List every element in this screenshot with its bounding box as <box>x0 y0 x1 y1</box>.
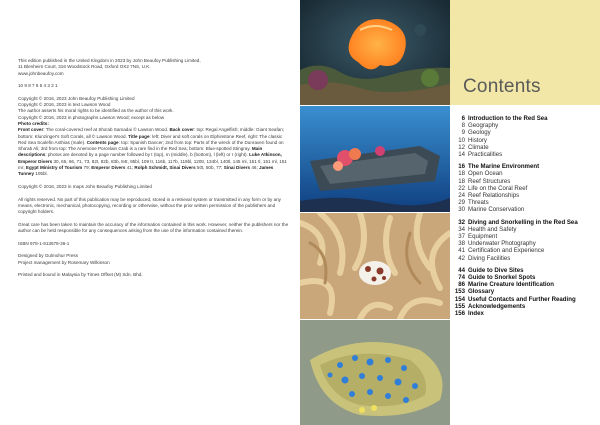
photo-porcelain-crab <box>300 213 450 319</box>
toc-entry-title: Marine Creature Identification <box>468 281 555 289</box>
toc-entry-title: Guide to Dive Sites <box>468 266 524 274</box>
toc-entry-title: Health and Safety <box>468 225 517 233</box>
toc-page-number: 41 <box>458 247 465 255</box>
toc-entry <box>454 185 598 192</box>
toc-entry <box>454 288 598 295</box>
toc-page-number: 18 <box>458 177 465 185</box>
toc-entry-title: Reef Relationships <box>468 192 520 200</box>
toc-entry <box>454 219 598 226</box>
printer-credit: Printed and bound in Malaysia by Times Offset (M) Sdn. Bhd. <box>18 272 143 278</box>
photo-strip <box>300 0 450 425</box>
toc-page-number: 10 <box>458 136 465 144</box>
project-management-credit: Project management by Rosemary Wilkinson <box>18 259 110 265</box>
toc-page-number: 12 <box>458 143 465 151</box>
toc-entry <box>454 240 598 247</box>
toc-entry-title: Useful Contacts and Further Reading <box>468 295 576 303</box>
toc-entry <box>454 137 598 144</box>
toc-entry-title: History <box>468 136 487 144</box>
toc-entry <box>454 206 598 213</box>
toc-page-number: 30 <box>458 206 465 214</box>
website-line: www.johnbeaufoy.com <box>18 70 64 76</box>
print-line: 10 9 8 7 6 5 4 3 2 1 <box>18 83 58 89</box>
toc-page-number: 37 <box>458 233 465 241</box>
toc-entry <box>454 192 598 199</box>
toc-entry <box>454 303 598 310</box>
toc-entry <box>454 310 598 317</box>
care-statement: Great care has been taken to maintain the accuracy of the information contained in this work. However, neither the publishers nor the author can be held responsible for any consequences arising from the use of the information contained therein. <box>18 221 289 234</box>
toc-entry-title: Acknowledgements <box>468 302 526 310</box>
toc-page-number: 34 <box>458 225 465 233</box>
toc-entry-title: Guide to Snorkel Spots <box>468 274 536 282</box>
toc-entry <box>454 281 598 288</box>
toc-entry <box>454 151 598 158</box>
toc-entry <box>454 129 598 136</box>
toc-entry-title: Threats <box>468 199 489 207</box>
toc-entry-title: Open Ocean <box>468 170 503 178</box>
toc-entry <box>454 255 598 262</box>
toc-entry-title: Underwater Photography <box>468 240 536 248</box>
toc-page-number: 24 <box>458 192 465 200</box>
maps-copyright: Copyright © 2016, 2023 in maps John Beaufoy Publishing Limited <box>18 183 152 189</box>
toc-entry-title: The Marine Environment <box>468 163 540 171</box>
toc-page-number: 9 <box>461 129 465 137</box>
toc-entry-title: Introduction to the Red Sea <box>468 115 548 122</box>
edition-line: This edition published in the United Kingdom in 2023 by John Beaufoy Publishing Limited, <box>18 58 201 63</box>
toc-entry <box>454 296 598 303</box>
toc-page-number: 18 <box>458 170 465 178</box>
toc-page-number: 156 <box>454 310 465 318</box>
toc-entry <box>454 247 598 254</box>
toc-entry-title: Geography <box>468 122 499 130</box>
toc-page-number: 74 <box>458 274 465 282</box>
photo-spanish-dancer <box>300 0 450 105</box>
toc-entry <box>454 163 598 170</box>
address-line: 11 Blenheim Court, 316 Woodstock Road, Oxford OX2 7NS, U.K. <box>18 64 151 70</box>
toc-entry-title: Equipment <box>468 233 498 241</box>
toc-page-number: 154 <box>454 295 465 303</box>
copyright-line: Copyright © 2016, 2023 John Beaufoy Publishing Limited <box>18 95 135 101</box>
toc-page-number: 29 <box>458 199 465 207</box>
toc-page-number: 38 <box>458 240 465 248</box>
imprint-page <box>18 58 290 278</box>
copyright-line: The author asserts his moral rights to be identified as the author of this work. <box>18 108 174 114</box>
toc-entry-title: Glossary <box>468 288 495 296</box>
toc-entry-title: Diving and Snorkelling in the Red Sea <box>468 218 578 226</box>
toc-entry-title: Certification and Experience <box>468 247 545 255</box>
toc-page-number: 44 <box>458 266 465 274</box>
toc-entry <box>454 226 598 233</box>
toc-entry <box>454 178 598 185</box>
photo-credits-text: Front cover: The coral-covered reef at Sha'ab Samadai © Lawson Wood. Back cover: top: Regal Angelfish; middle: Giant Seafan; bottom: Klunzinger's Soft Corals, all © Lawson Wood. Title page: left: Diver and soft corals on Elphinstone Reef, right: The classic Red Sea Scalefin Anthias (male). Contents page: top: Spanish Dancer; 2nd from top: Parts of the wreck of the Dunraven found on Sha'ab Ali; 3rd from top: The Anemone Porcelain Crab is a rare find in the Red Sea; bottom: Blue-spotted Stingray. Main descriptions: photos are denoted by a page number followed by t (top), m (middle), b (bottom), l (left) or r (right). Luke Atkinson, Emperor Divers 30, 65, 66, 71, 73, 82t, 82b, 83b, 84t, 95bl, 109 tr, 116b, 117b, 119bl, 120tr, 134bl, 140tl, 145 ml, 151 tl, 151 ml, 151 mr; Egypt Ministry of Tourism 79; Emperor Divers 41; Rolph Schmidt, Sinai Divers 50t, 50b, 77; Sinai Divers 46; James Tunney 105bl. <box>18 127 287 177</box>
toc-page-number: 42 <box>458 254 465 262</box>
toc-entry <box>454 144 598 151</box>
toc-entry-title: Life on the Coral Reef <box>468 184 528 192</box>
toc-page-number: 32 <box>458 218 465 226</box>
toc-entry <box>454 274 598 281</box>
toc-page-number: 8 <box>461 122 465 130</box>
isbn: ISBN 978-1-913679-36-1 <box>18 240 70 246</box>
toc-entry-title: Reef Structures <box>468 177 511 185</box>
toc-page-number: 153 <box>454 288 465 296</box>
toc-entry <box>454 170 598 177</box>
toc-entry <box>454 122 598 129</box>
toc-entry-title: Index <box>468 310 484 318</box>
contents-page <box>450 0 600 425</box>
photo-dunraven-wreck <box>300 106 450 212</box>
rights-statement: All rights reserved. No part of this publication may be reproduced, stored in a retrieval system or transmitted in any form or by any means, electronic, mechanical, photocopying, recording or otherwise, without the prior written permission of the publishers and copyright holders. <box>18 196 281 215</box>
photo-blue-spotted-stingray <box>300 320 450 425</box>
toc-page-number: 6 <box>461 115 465 122</box>
photo-credits-heading: Photo credits: <box>18 120 49 126</box>
toc-page-number: 155 <box>454 302 465 310</box>
copyright-line: Copyright © 2016, 2023 in text Lawson Wood <box>18 102 111 108</box>
toc-page-number: 14 <box>458 151 465 159</box>
toc-page-number: 86 <box>458 281 465 289</box>
toc-entry-title: Climate <box>468 143 489 151</box>
table-of-contents <box>454 115 598 317</box>
toc-entry <box>454 233 598 240</box>
toc-page-number: 16 <box>458 163 465 171</box>
toc-entry <box>454 267 598 274</box>
copyright-line: Copyright © 2016, 2023 in photographs Lawson Wood; except as below <box>18 114 165 120</box>
toc-entry <box>454 115 598 122</box>
toc-entry-title: Geology <box>468 129 491 137</box>
toc-page-number: 22 <box>458 184 465 192</box>
designer-credit: Designed by Gulmohur Press <box>18 253 79 259</box>
contents-title: Contents <box>463 76 541 97</box>
toc-entry-title: Marine Conservation <box>468 206 525 214</box>
toc-entry-title: Diving Facilities <box>468 254 511 262</box>
toc-entry <box>454 199 598 206</box>
toc-entry-title: Practicalities <box>468 151 503 159</box>
